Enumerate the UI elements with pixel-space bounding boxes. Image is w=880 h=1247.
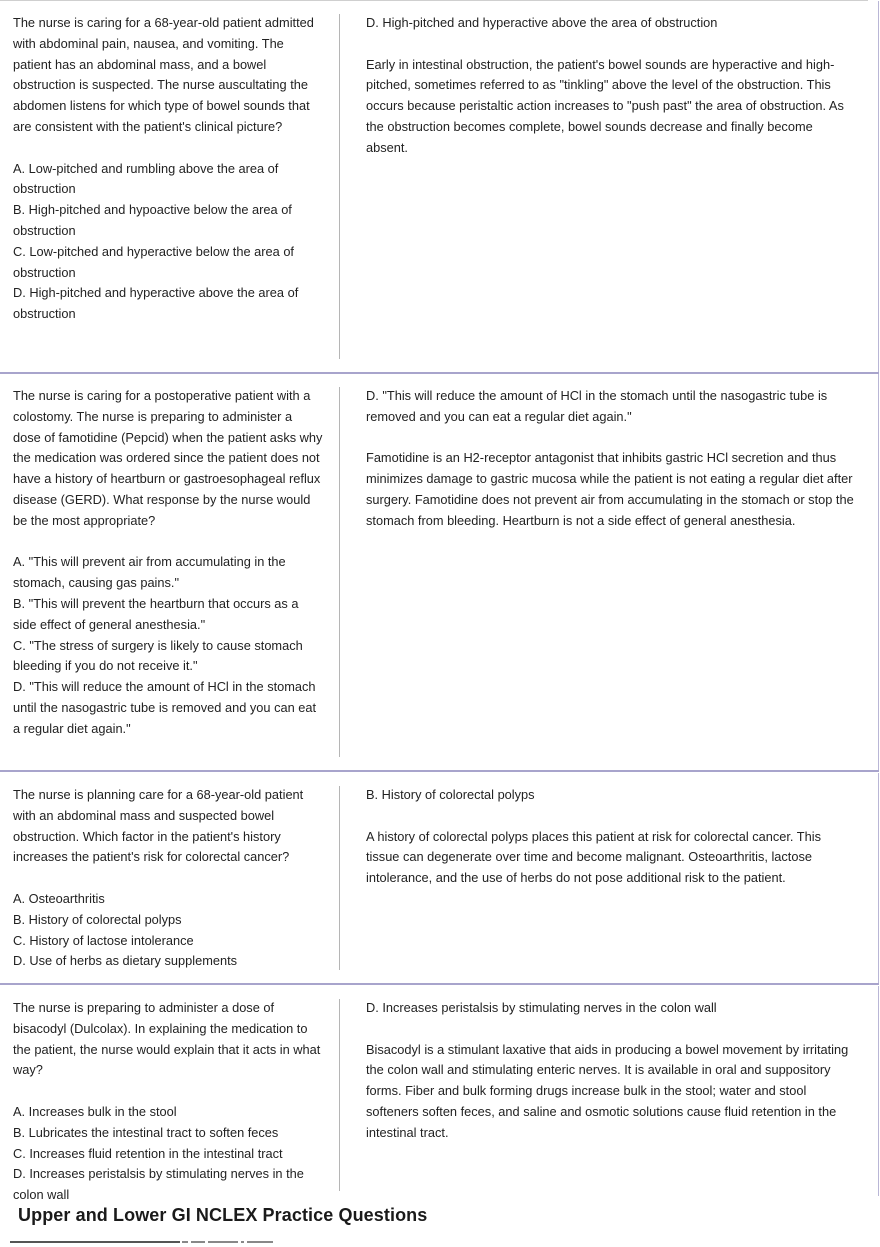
option-c: C. Low-pitched and hyperactive below the area of obstruction (13, 243, 294, 280)
option-a: A. Osteoarthritis (13, 890, 105, 906)
option-a: A. "This will prevent air from accumulating in the stomach, causing gas pains." (13, 554, 286, 591)
answer-text: D. Increases peristalsis by stimulating nerves in the colon wall (366, 1000, 717, 1015)
option-a: A. Low-pitched and rumbling above the area of obstruction (13, 160, 279, 197)
option-d: D. High-pitched and hyperactive above the area of obstruction (13, 285, 299, 322)
option-d: D. Use of herbs as dietary supplements (13, 953, 238, 969)
card-separator (0, 983, 879, 985)
option-a: A. Increases bulk in the stool (13, 1103, 177, 1119)
column-divider (339, 387, 340, 757)
option-c: C. History of lactose intolerance (13, 932, 194, 948)
option-d: D. Increases peristalsis by stimulating nerves in the colon wall (13, 1166, 304, 1203)
question-card-4 (0, 986, 879, 1203)
option-b: B. High-pitched and hypoactive below the area of obstruction (13, 202, 292, 238)
question-text: The nurse is preparing to administer a dose of bisacodyl (Dulcolax). In explaining the medication to the patient, the nurse would explain that it acts in what way? (13, 1000, 321, 1078)
card-right-border (878, 1, 879, 373)
question-column (13, 998, 323, 1206)
rationale-text: Famotidine is an H2-receptor antagonist that inhibits gastric HCl secretion and thus minimizes damage to gastric mucosa while the patient is not eating a regular diet after surgery. Famotidine does not prevent air from accumulating in the stomach or stop the stomach from bleeding. Heartburn is not a side effect of general anesthesia. (366, 450, 854, 528)
question-text: The nurse is caring for a postoperative patient with a colostomy. The nurse is preparing to administer a dose of famotidine (Pepcid) when the patient asks why the medication was ordered since the patient does not have a history of heartburn or gastroesophageal reflux disease (GERD). What response by the nurse would be the most appropriate? (13, 388, 323, 528)
question-card-3 (0, 773, 879, 985)
question-text: The nurse is planning care for a 68-year-old patient with an abdominal mass and suspected bowel obstruction. Which factor in the patient's history increases the patient's risk for colorectal cancer? (13, 787, 304, 865)
answer-text: B. History of colorectal polyps (366, 787, 535, 802)
answer-text: D. High-pitched and hyperactive above the area of obstruction (366, 15, 718, 30)
answer-column (366, 785, 856, 889)
card-right-border (878, 986, 879, 1196)
answer-column (366, 13, 856, 159)
column-divider (339, 999, 340, 1191)
answer-column (366, 998, 856, 1144)
answer-text: D. "This will reduce the amount of HCl in the stomach until the nasogastric tube is removed and you can eat a regular diet again." (366, 388, 828, 424)
page-title: Upper and Lower GI NCLEX Practice Questions (18, 1205, 428, 1225)
card-right-border (878, 773, 879, 985)
option-d: D. "This will reduce the amount of HCl in the stomach until the nasogastric tube is removed and you can eat a regular diet again." (13, 679, 317, 736)
card-right-border (878, 374, 879, 772)
rationale-text: A history of colorectal polyps places this patient at risk for colorectal cancer. This tissue can degenerate over time and become malignant. Osteoarthritis, lactose intolerance, and the use of herbs do not pose additional risk to the patient. (366, 828, 821, 886)
option-b: B. "This will prevent the heartburn that occurs as a side effect of general anesthesia." (13, 595, 299, 632)
answer-column (366, 386, 856, 532)
question-card-1 (0, 1, 879, 373)
card-separator (0, 770, 879, 772)
footer-underline (10, 1241, 280, 1243)
column-divider (339, 14, 340, 359)
question-column (13, 785, 323, 972)
option-c: C. Increases fluid retention in the intestinal tract (13, 1145, 283, 1161)
question-column (13, 386, 323, 740)
option-c: C. "The stress of surgery is likely to cause stomach bleeding if you do not receive it." (13, 637, 303, 674)
question-card-2 (0, 374, 879, 772)
column-divider (339, 786, 340, 970)
option-b: B. Lubricates the intestinal tract to soften feces (13, 1124, 279, 1140)
question-column (13, 13, 323, 325)
rationale-text: Bisacodyl is a stimulant laxative that aids in producing a bowel movement by irritating the colon wall and stimulating enteric nerves. It is available in oral and suppository forms. Fiber and bulk forming drugs increase bulk in the stool; water and stool softeners soften feces, and saline and osmotic solutions cause fluid retention in the intestinal tract. (366, 1041, 849, 1140)
option-b: B. History of colorectal polyps (13, 911, 182, 927)
question-text: The nurse is caring for a 68-year-old patient admitted with abdominal pain, nausea, and vomiting. The patient has an abdominal mass, and a bowel obstruction is suspected. The nurse auscultating the abdomen listens for which type of bowel sounds that are consistent with the patient's clinical picture? (13, 15, 314, 134)
rationale-text: Early in intestinal obstruction, the patient's bowel sounds are hyperactive and high-pitched, sometimes referred to as "tinkling" above the level of the obstruction. This occurs because peristaltic action increases to "push past" the area of obstruction. As the obstruction becomes complete, bowel sounds decrease and finally become absent. (366, 56, 844, 155)
